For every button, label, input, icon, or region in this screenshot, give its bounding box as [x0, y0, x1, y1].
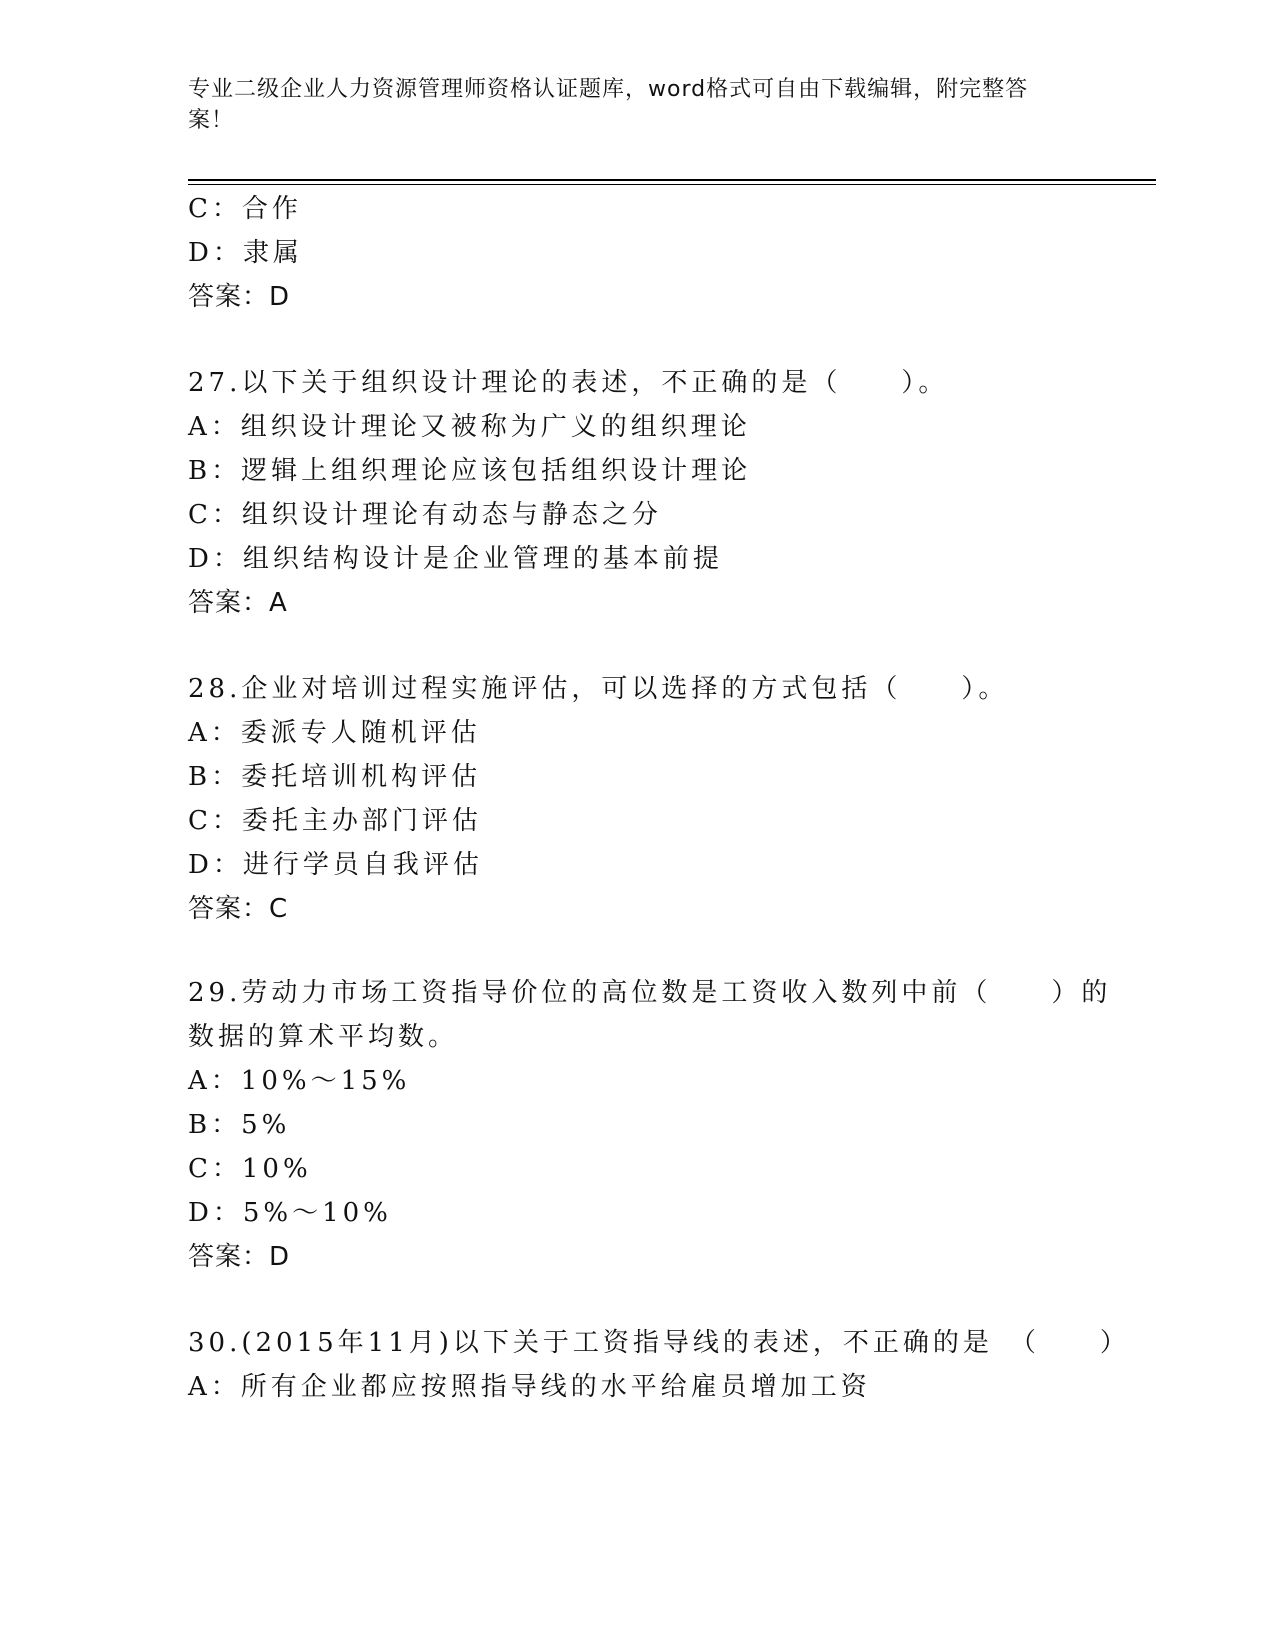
question-stem-continued: 数据的算术平均数。 — [188, 1022, 459, 1052]
header-divider-thick — [188, 179, 1156, 181]
option-d: D：进行学员自我评估 — [188, 850, 483, 880]
option-c: C：组织设计理论有动态与静态之分 — [188, 500, 662, 530]
option-a: A：10%～15% — [188, 1066, 411, 1096]
option-d: D：5%～10% — [188, 1198, 392, 1228]
question-stem: 28.企业对培训过程实施评估，可以选择的方式包括（ ）。 — [188, 674, 1009, 704]
option-a: A：委派专人随机评估 — [188, 718, 481, 748]
option-b: B：委托培训机构评估 — [188, 762, 482, 792]
option-b: B：逻辑上组织理论应该包括组织设计理论 — [188, 456, 752, 486]
option-c: C：委托主办部门评估 — [188, 806, 482, 836]
option-d: D：组织结构设计是企业管理的基本前提 — [188, 544, 723, 574]
header-divider-thin — [188, 184, 1156, 185]
question-stem: 29.劳动力市场工资指导价位的高位数是工资收入数列中前（ ）的 — [188, 978, 1112, 1008]
answer-line: 答案：A — [188, 588, 288, 618]
option-d: D：隶属 — [188, 238, 303, 268]
option-a: A：组织设计理论又被称为广义的组织理论 — [188, 412, 751, 442]
page-header: 专业二级企业人力资源管理师资格认证题库，word格式可自由下载编辑，附完整答案！ — [188, 77, 1029, 133]
option-c: C：合作 — [188, 194, 302, 224]
question-stem: 27.以下关于组织设计理论的表述，不正确的是（ ）。 — [188, 368, 949, 398]
answer-line: 答案：C — [188, 894, 289, 924]
option-c: C：10% — [188, 1154, 312, 1184]
question-stem: 30.(2015年11月)以下关于工资指导线的表述，不正确的是 （ ） — [188, 1328, 1130, 1358]
answer-line: 答案：D — [188, 1242, 291, 1272]
answer-line: 答案：D — [188, 282, 291, 312]
option-b: B：5% — [188, 1110, 291, 1140]
option-a: A：所有企业都应按照指导线的水平给雇员增加工资 — [188, 1372, 871, 1402]
